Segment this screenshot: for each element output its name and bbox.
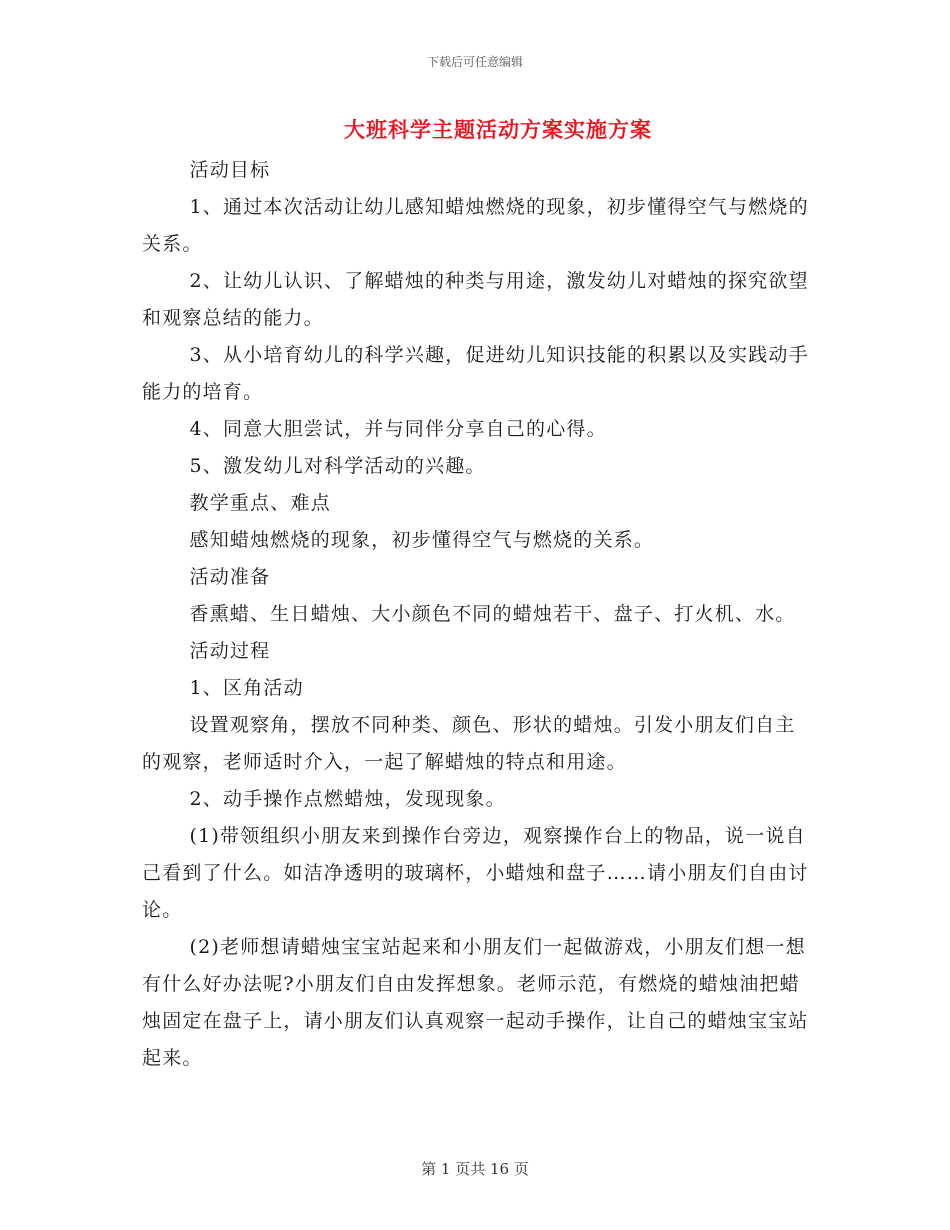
page-footer: 第 1 页共 16 页 xyxy=(421,1160,529,1178)
goal-item-1: 1、通过本次活动让幼儿感知蜡烛燃烧的现象，初步懂得空气与燃烧的关系。 xyxy=(142,196,809,255)
document-title: 大班科学主题活动方案实施方案 xyxy=(344,118,652,142)
process-step-2-sub-2: (2)老师想请蜡烛宝宝站起来和小朋友们一起做游戏，小朋友们想一想有什么好办法呢?小朋友们自由发挥想象。老师示范，有燃烧的蜡烛油把蜡烛固定在盘子上，请小朋友们认真观察一起动手操作，让自己的蜡烛宝宝站起来。 xyxy=(142,936,809,1069)
preparation-text: 香熏蜡、生日蜡烛、大小颜色不同的蜡烛若干、盘子、打火机、水。 xyxy=(189,603,796,625)
section-heading-key-points: 教学重点、难点 xyxy=(189,492,331,514)
goal-item-4: 4、同意大胆尝试，并与同伴分享自己的心得。 xyxy=(189,418,607,440)
process-step-1-text: 设置观察角，摆放不同种类、颜色、形状的蜡烛。引发小朋友们自主的观察，老师适时介入，一起了解蜡烛的特点和用途。 xyxy=(142,714,796,773)
process-step-1-title: 1、区角活动 xyxy=(189,677,304,699)
goal-item-3: 3、从小培育幼儿的科学兴趣，促进幼儿知识技能的积累以及实践动手能力的培育。 xyxy=(142,344,809,403)
goal-item-2: 2、让幼儿认识、了解蜡烛的种类与用途，激发幼儿对蜡烛的探究欲望和观察总结的能力。 xyxy=(142,270,809,329)
header-note: 下载后可任意编辑 xyxy=(426,55,523,69)
key-points-text: 感知蜡烛燃烧的现象，初步懂得空气与燃烧的关系。 xyxy=(189,529,655,551)
section-heading-goals: 活动目标 xyxy=(189,159,271,181)
document-body xyxy=(142,152,810,1077)
goal-item-5: 5、激发幼儿对科学活动的兴趣。 xyxy=(189,455,486,477)
process-step-2-title: 2、动手操作点燃蜡烛，发现现象。 xyxy=(189,788,506,810)
section-heading-process: 活动过程 xyxy=(189,640,271,662)
section-heading-preparation: 活动准备 xyxy=(189,566,271,588)
process-step-2-sub-1: (1)带领组织小朋友来到操作台旁边，观察操作台上的物品，说一说自己看到了什么。如洁净透明的玻璃杯，小蜡烛和盘子……请小朋友们自由讨论。 xyxy=(142,825,809,921)
